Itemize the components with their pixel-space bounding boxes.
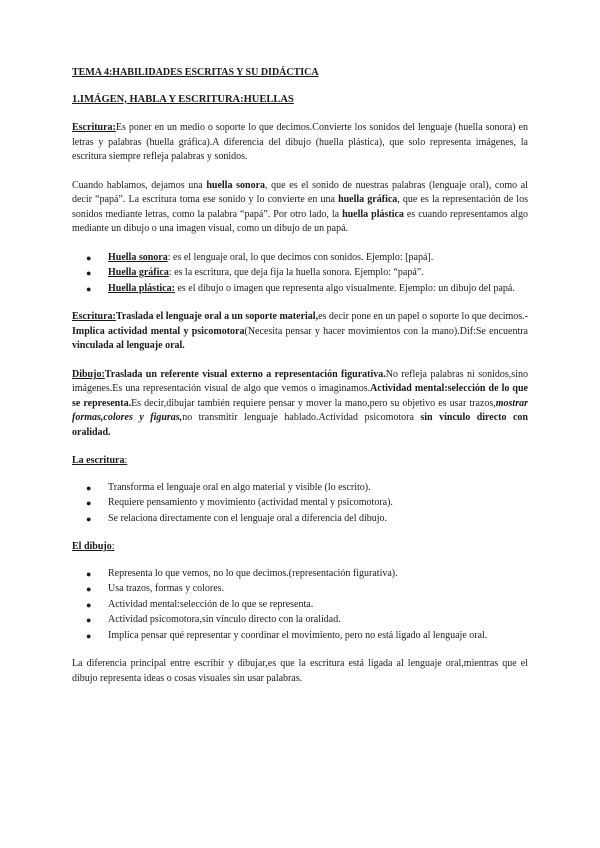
text-run: es decir pone en un papel o soporte lo que decimos.- — [318, 311, 528, 322]
list-item — [72, 282, 528, 297]
term-dibujo: Dibujo: — [72, 368, 105, 380]
bold-run: huella plástica — [342, 208, 404, 220]
list-item — [72, 481, 528, 496]
term-escritura: Escritura: — [72, 311, 116, 322]
list-item — [72, 266, 528, 281]
list-item — [72, 512, 528, 527]
paragraph-dibujo-summary — [72, 368, 528, 441]
escritura-list — [72, 481, 528, 527]
paragraph-escritura-definition — [72, 121, 528, 165]
text-run: es cuando representamos algo mediante un dibujo o una imagen visual, como un dibujo de un papá. — [72, 208, 528, 234]
text-run: No refleja palabras ni sonidos,sino imágenes.Es una representación visual de algo que vemos o imaginamos. — [72, 368, 528, 394]
text-run: (Necesita pensar y hacer movimientos con la mano).Dif:Se encuentra — [244, 325, 528, 337]
bullet-icon: ● — [86, 283, 92, 294]
bullet-icon: ● — [86, 513, 92, 524]
paragraph-huellas — [72, 179, 528, 237]
bold-run: Traslada un referente visual externo a representación figurativa. — [104, 368, 386, 380]
list-text: Actividad mental:selección de lo que se representa. — [108, 598, 314, 610]
list-text: Se relaciona directamente con el lenguaje oral a diferencia del dibujo. — [108, 512, 388, 524]
bullet-icon: ● — [86, 615, 92, 625]
text-run: , que es el sonido de nuestras palabras (lenguaje oral), como al decir “papá”. La escritura toma ese sonido y lo convierte en una — [72, 179, 528, 205]
list-item — [72, 629, 528, 644]
list-item — [72, 613, 528, 628]
bullet-icon: ● — [86, 498, 92, 508]
list-text: : es el lenguaje oral, lo que decimos con sonidos. Ejemplo: [papá]. — [167, 251, 434, 263]
list-text: Implica pensar qué representar y coordinar el movimiento, pero no está ligado al lenguaje oral. — [108, 629, 488, 641]
bold-run: Traslada el lenguaje oral a un soporte material, — [115, 311, 319, 322]
bullet-icon: ● — [86, 482, 92, 493]
list-item — [72, 598, 528, 613]
list-item — [72, 582, 528, 597]
text-run: Cuando hablamos, dejamos una — [72, 179, 207, 191]
bullet-icon: ● — [86, 252, 92, 263]
document-page — [72, 66, 528, 700]
bullet-icon: ● — [86, 599, 92, 610]
bullet-icon: ● — [86, 568, 92, 579]
list-item — [72, 251, 528, 266]
list-item — [72, 496, 528, 511]
bullet-icon: ● — [86, 630, 92, 641]
list-item — [72, 567, 528, 582]
heading-text: La escritura — [72, 455, 125, 466]
bullet-icon: ● — [86, 268, 92, 278]
list-term: Huella gráfica — [108, 267, 169, 278]
bold-run: vinculada al lenguaje oral. — [72, 340, 185, 351]
list-text: Representa lo que vemos, no lo que decimos.(representación figurativa). — [108, 567, 398, 579]
huellas-list — [72, 251, 528, 297]
text-run: , que es la representación de los sonidos mediante letras, como la palabra “papá”. Por otro lado, la — [72, 194, 528, 220]
escritura-heading — [72, 454, 528, 469]
bold-run: sin vínculo directo con oralidad. — [72, 412, 528, 438]
bold-run: huella gráfica — [338, 194, 398, 205]
bold-run: huella sonora — [206, 179, 266, 191]
paragraph-escritura-summary — [72, 310, 528, 354]
list-term: Huella sonora — [108, 251, 168, 263]
heading-text: El dibujo — [72, 541, 112, 552]
list-term: Huella plástica: — [108, 282, 175, 294]
document-title: TEMA 4:HABILIDADES ESCRITAS Y SU DIDÁCTICA — [72, 67, 319, 78]
bullet-icon: ● — [86, 584, 92, 594]
term-escritura: Escritura: — [72, 122, 116, 133]
list-text: : es la escritura, que deja fija la huella sonora. Ejemplo: “papá”. — [168, 267, 424, 278]
list-text: Usa trazos, formas y colores. — [108, 583, 225, 594]
dibujo-heading — [72, 540, 528, 555]
heading-colon: : — [111, 541, 115, 552]
text-run: no transmitir lenguaje hablado.Actividad psicomotora — [182, 412, 421, 423]
bold-run: Actividad mental:selección de lo que se representa. — [72, 383, 528, 409]
bold-run: Implica actividad mental y psicomotora — [72, 325, 245, 337]
section-heading: 1.IMÁGEN, HABLA Y ESCRITURA:HUELLAS — [72, 93, 294, 105]
list-text: Requiere pensamiento y movimiento (actividad mental y psicomotora). — [108, 497, 393, 508]
heading-colon: : — [124, 455, 128, 466]
dibujo-list — [72, 567, 528, 644]
conclusion-paragraph: La diferencia principal entre escribir y dibujar,es que la escritura está ligada al lenguaje oral,mientras que el dibujo representa ideas o cosas visuales sin usar palabras. — [72, 658, 528, 684]
bold-italic-run: mostrar formas,colores y figuras, — [72, 397, 528, 423]
list-text: es el dibujo o imagen que representa algo visualmente. Ejemplo: un dibujo del papá. — [174, 282, 515, 294]
paragraph-text: Es poner en un medio o soporte lo que decimos.Convierte los sonidos del lenguaje (huella sonora) en letras y palabras (huella gráfica).A diferencia del dibujo (huella plástica), que solo representa imágenes, la escritura siempre refleja palabras y sonidos. — [72, 122, 528, 162]
text-run: Es decir,dibujar también requiere pensar y mover la mano,pero su objetivo es usar trazos, — [131, 397, 496, 409]
list-text: Transforma el lenguaje oral en algo material y visible (lo escrito). — [108, 481, 371, 493]
list-text: Actividad psicomotora,sin vínculo directo con la oralidad. — [108, 614, 341, 625]
